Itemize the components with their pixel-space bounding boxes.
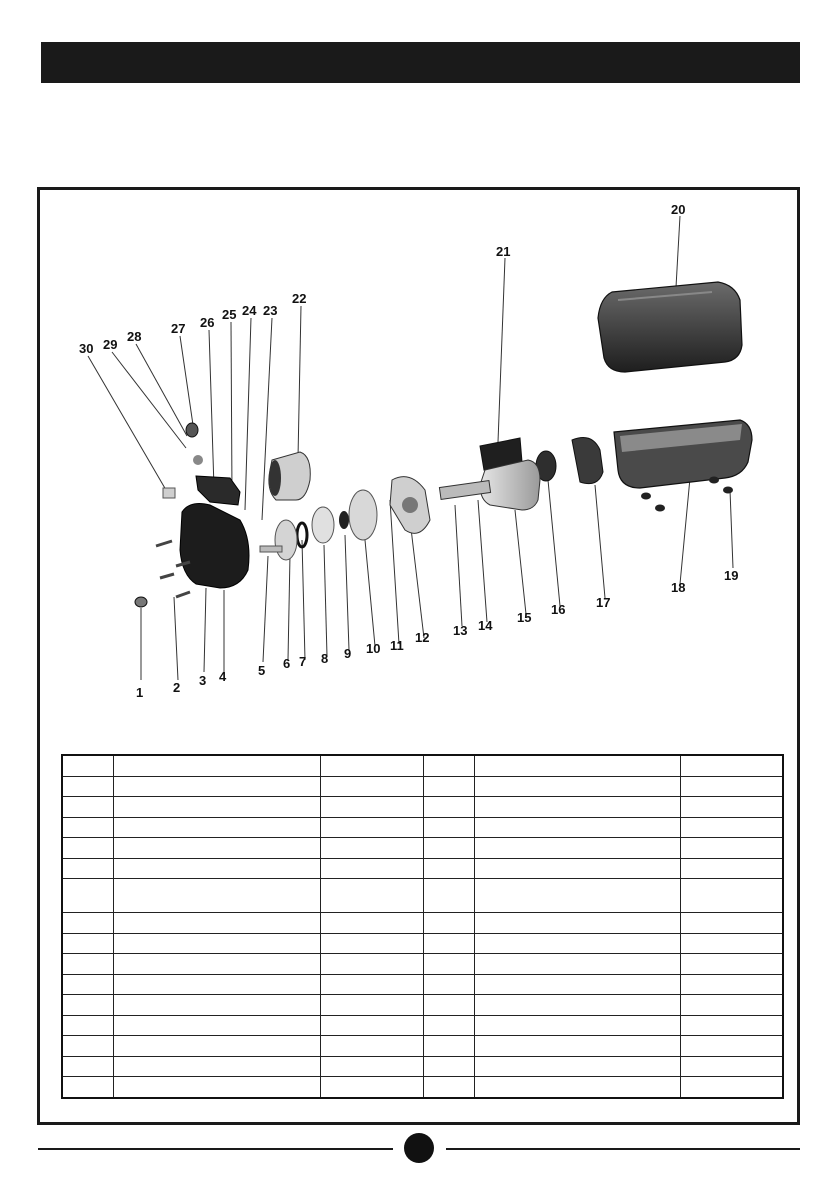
table-row [62,755,783,776]
callout-2: 2 [173,680,181,695]
table-row [62,1015,783,1036]
table-cell [474,858,680,879]
table-cell [62,1015,113,1036]
callout-9: 9 [344,646,352,661]
callout-12: 12 [415,630,430,645]
table-cell [680,913,783,934]
table-cell [680,797,783,818]
table-cell [474,954,680,975]
table-cell [320,817,423,838]
callout-16: 16 [551,602,566,617]
table-cell [474,797,680,818]
table-cell [113,755,320,776]
callout-28: 28 [127,329,142,344]
callout-1: 1 [136,685,144,700]
table-cell [680,755,783,776]
callout-24: 24 [242,303,257,318]
callout-17: 17 [596,595,611,610]
table-cell [113,974,320,995]
table-row [62,1036,783,1057]
table-cell [474,995,680,1016]
table-cell [423,817,474,838]
callout-27: 27 [171,321,186,336]
table-cell [113,797,320,818]
table-cell [62,995,113,1016]
table-row [62,879,783,913]
table-cell [320,954,423,975]
table-cell [423,1015,474,1036]
page-number-marker [404,1133,434,1163]
table-cell [423,954,474,975]
table-cell [62,879,113,913]
table-cell [113,817,320,838]
table-row [62,913,783,934]
table-cell [423,797,474,818]
table-cell [320,858,423,879]
callout-13: 13 [453,623,468,638]
table-row [62,797,783,818]
table-row [62,817,783,838]
table-row [62,1056,783,1077]
callout-4: 4 [219,669,227,684]
table-cell [680,954,783,975]
table-cell [474,1015,680,1036]
part-30-cap [163,488,175,498]
table-cell [423,974,474,995]
table-cell [62,933,113,954]
table-cell [113,879,320,913]
table-cell [62,755,113,776]
table-cell [113,1015,320,1036]
table-cell [680,817,783,838]
part-9-seal [339,511,349,529]
callout-15: 15 [517,610,532,625]
table-cell [423,1036,474,1057]
table-cell [62,1056,113,1077]
part-6-disc [275,520,297,560]
table-cell [62,1077,113,1098]
table-cell [474,1056,680,1077]
callout-22: 22 [292,291,307,306]
part-3-4-housing [180,504,249,588]
table-row [62,995,783,1016]
table-cell [423,858,474,879]
table-cell [474,974,680,995]
table-cell [62,913,113,934]
table-cell [474,776,680,797]
table-cell [113,1036,320,1057]
table-cell [474,838,680,859]
table-cell [113,1077,320,1098]
table-cell [62,1036,113,1057]
table-cell [474,1036,680,1057]
table-cell [62,838,113,859]
part-17-fan-cover [572,438,603,484]
table-cell [62,797,113,818]
table-cell [680,1015,783,1036]
callout-3: 3 [199,673,207,688]
table-cell [423,995,474,1016]
callout-14: 14 [478,618,493,633]
callout-21: 21 [496,244,511,259]
table-cell [423,1077,474,1098]
table-cell [680,933,783,954]
table-cell [62,974,113,995]
table-cell [320,933,423,954]
table-cell [474,879,680,913]
callout-29: 29 [103,337,118,352]
table-cell [680,974,783,995]
part-10-ring [349,490,377,540]
parts-list-table [61,754,784,1099]
table-row [62,838,783,859]
table-cell [320,1056,423,1077]
callout-25: 25 [222,307,237,322]
table-row [62,933,783,954]
table-row [62,1077,783,1098]
table-cell [680,776,783,797]
callout-18: 18 [671,580,686,595]
callout-6: 6 [283,656,291,671]
callout-23: 23 [263,303,278,318]
callout-8: 8 [321,651,329,666]
table-cell [423,913,474,934]
callout-11: 11 [390,638,404,653]
table-cell [320,1036,423,1057]
table-cell [320,755,423,776]
table-cell [320,974,423,995]
table-cell [474,1077,680,1098]
table-cell [113,858,320,879]
table-cell [680,1056,783,1077]
table-cell [474,817,680,838]
table-row [62,954,783,975]
table-cell [680,838,783,859]
table-cell [113,838,320,859]
parts-table-body [62,755,783,1098]
table-cell [680,1077,783,1098]
callout-19: 19 [724,568,739,583]
table-cell [320,776,423,797]
table-cell [113,913,320,934]
table-cell [113,995,320,1016]
table-cell [423,776,474,797]
footer-rule-left [38,1148,393,1150]
callout-10: 10 [366,641,381,656]
table-cell [474,913,680,934]
table-cell [62,954,113,975]
table-cell [474,755,680,776]
table-cell [320,879,423,913]
table-cell [320,1077,423,1098]
table-row [62,776,783,797]
table-cell [320,797,423,818]
table-cell [320,913,423,934]
table-cell [62,817,113,838]
callout-30: 30 [79,341,94,356]
table-cell [680,858,783,879]
table-cell [320,995,423,1016]
callout-20: 20 [671,202,686,217]
table-cell [423,755,474,776]
table-cell [423,933,474,954]
table-cell [320,838,423,859]
table-row [62,974,783,995]
table-cell [113,933,320,954]
callout-26: 26 [200,315,215,330]
table-cell [680,879,783,913]
part-27-outlet [196,476,240,505]
table-cell [62,776,113,797]
table-cell [62,858,113,879]
table-cell [474,933,680,954]
callout-5: 5 [258,663,266,678]
table-row [62,858,783,879]
part-28-29-plug [186,423,198,437]
callout-7: 7 [299,654,307,669]
table-cell [423,1056,474,1077]
footer-rule-right [446,1148,800,1150]
table-cell [113,776,320,797]
table-cell [423,879,474,913]
table-cell [113,954,320,975]
part-1-plug [135,597,147,607]
table-cell [680,995,783,1016]
table-cell [320,1015,423,1036]
table-cell [680,1036,783,1057]
part-8-impeller [312,507,334,543]
table-cell [113,1056,320,1077]
table-cell [423,838,474,859]
part-5-shaft [260,546,282,552]
